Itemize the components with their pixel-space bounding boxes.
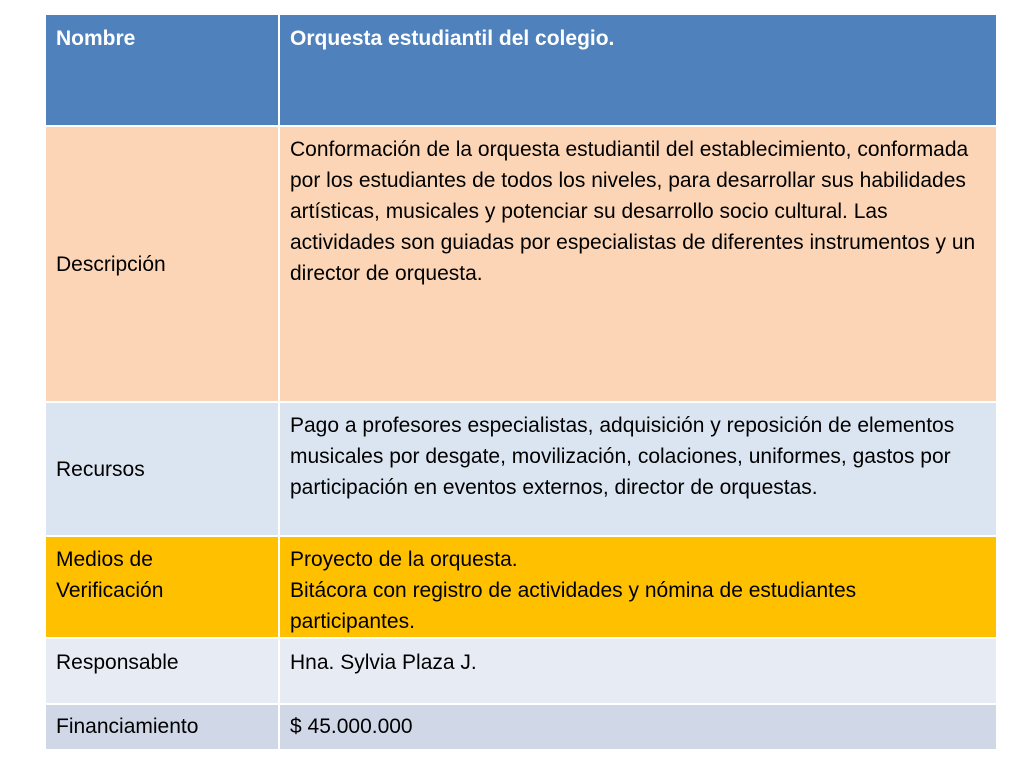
row-value-recursos: Pago a profesores especialistas, adquisición y reposición de elementos musicales por desgate, movilización, colaciones, uniformes, gastos por participación en eventos externos, director de orquestas.	[279, 402, 997, 536]
table-row-financiamiento	[45, 704, 997, 750]
table-row-responsable	[45, 638, 997, 704]
row-label-financiamiento: Financiamiento	[45, 704, 279, 750]
row-value-descripcion: Conformación de la orquesta estudiantil del establecimiento, conformada por los estudiantes de todos los niveles, para desarrollar sus habilidades artísticas, musicales y potenciar su desarrollo socio cultural. Las actividades son guiadas por especialistas de diferentes instrumentos y un director de orquesta.	[279, 126, 997, 402]
header-label: Nombre	[45, 14, 279, 126]
row-value-responsable: Hna. Sylvia Plaza J.	[279, 638, 997, 704]
row-value-medios-line: Bitácora con registro de actividades y nómina de estudiantes participantes.	[290, 579, 857, 633]
header-value: Orquesta estudiantil del colegio.	[279, 14, 997, 126]
row-value-financiamiento: $ 45.000.000	[279, 704, 997, 750]
row-label-medios-line: Medios de	[56, 548, 153, 571]
table-header-row	[45, 14, 997, 126]
table-row-medios	[45, 536, 997, 638]
table-row-recursos	[45, 402, 997, 536]
row-label-medios	[45, 536, 279, 638]
row-label-descripcion: Descripción	[45, 126, 279, 402]
row-label-medios-line: Verificación	[56, 579, 164, 602]
table-row-descripcion	[45, 126, 997, 402]
row-label-responsable: Responsable	[45, 638, 279, 704]
project-table	[44, 13, 998, 751]
row-value-medios-line: Proyecto de la orquesta.	[290, 548, 518, 571]
row-value-medios	[279, 536, 997, 638]
row-label-recursos: Recursos	[45, 402, 279, 536]
